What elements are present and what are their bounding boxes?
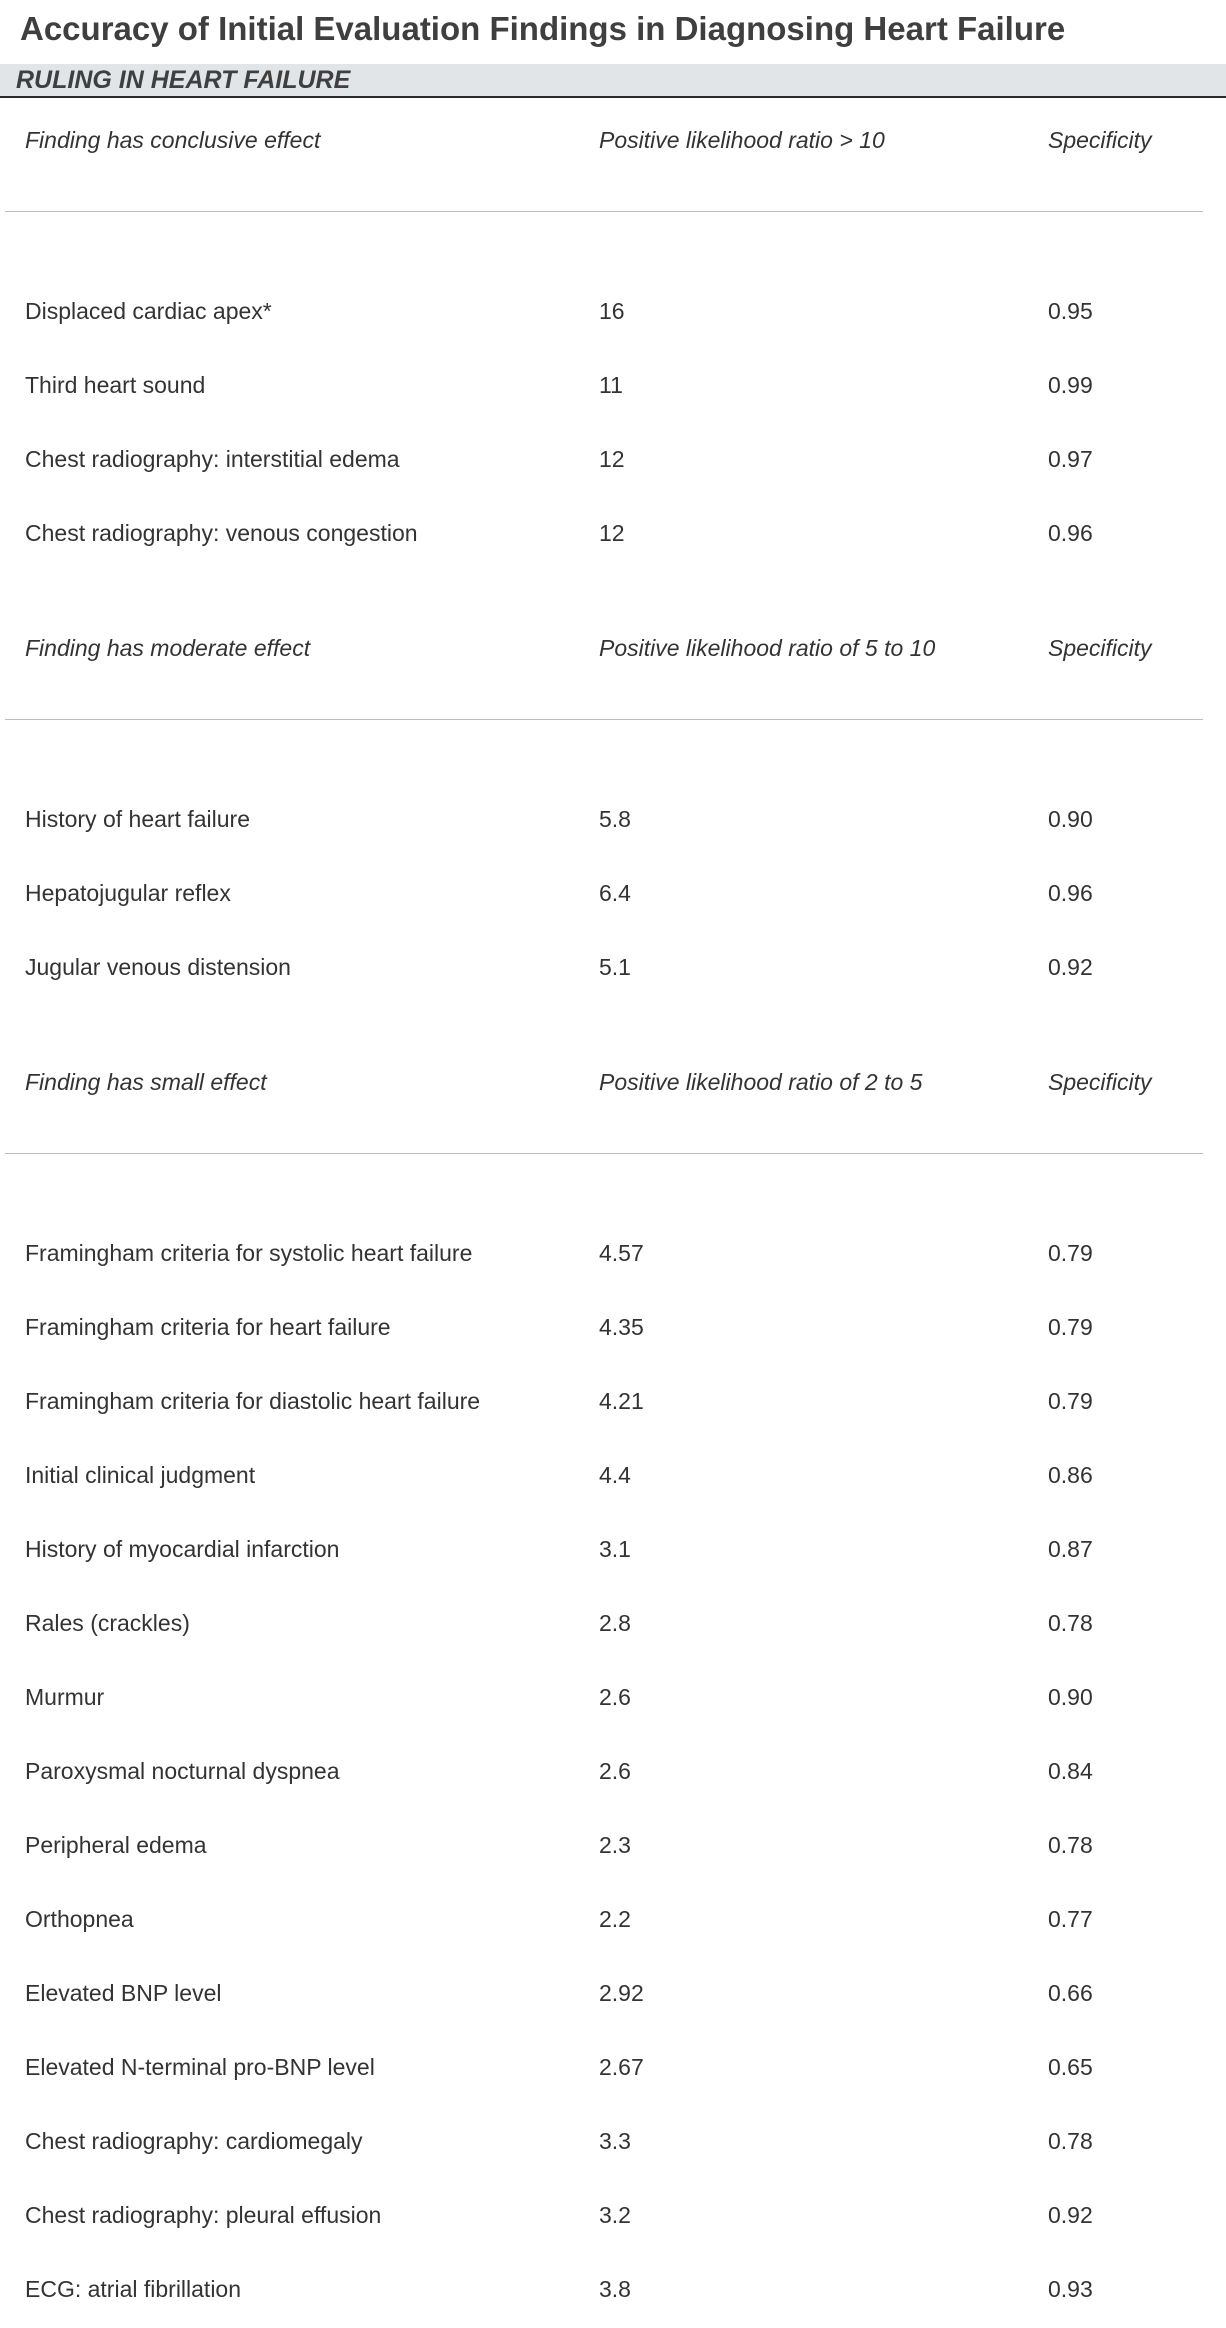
group-header-ratio: Positive likelihood ratio of 2 to 5: [599, 1069, 923, 1095]
finding-cell: ECG: atrial fibrillation: [25, 2276, 242, 2302]
group-header-finding: Finding has conclusive effect: [25, 127, 321, 153]
likelihood-ratio-cell: 2.2: [599, 1906, 631, 1932]
likelihood-ratio-cell: 4.21: [599, 1388, 644, 1414]
specificity-cell: 0.79: [1048, 1388, 1093, 1414]
table-row: [0, 1307, 1226, 1347]
specificity-cell: 0.79: [1048, 1240, 1093, 1266]
table-row: [0, 2195, 1226, 2235]
group-header-specificity: Specificity: [1048, 127, 1152, 153]
specificity-cell: 0.78: [1048, 2128, 1093, 2154]
finding-cell: Elevated BNP level: [25, 1980, 222, 2006]
table-row: [0, 873, 1226, 913]
finding-cell: Displaced cardiac apex*: [25, 298, 272, 324]
section-label: RULING IN HEART FAILURE: [16, 66, 351, 94]
likelihood-ratio-cell: 2.8: [599, 1610, 631, 1636]
specificity-cell: 0.78: [1048, 1610, 1093, 1636]
table-row: [0, 1529, 1226, 1569]
finding-cell: Hepatojugular reflex: [25, 880, 231, 906]
likelihood-ratio-cell: 4.57: [599, 1240, 644, 1266]
group-header: [0, 120, 1226, 160]
divider: [5, 211, 1203, 212]
likelihood-ratio-cell: 11: [599, 372, 623, 398]
specificity-cell: 0.77: [1048, 1906, 1093, 1932]
finding-cell: Rales (crackles): [25, 1610, 190, 1636]
finding-cell: History of heart failure: [25, 806, 250, 832]
specificity-cell: 0.92: [1048, 954, 1093, 980]
finding-cell: Initial clinical judgment: [25, 1462, 256, 1488]
finding-cell: Framingham criteria for heart failure: [25, 1314, 391, 1340]
finding-cell: Peripheral edema: [25, 1832, 207, 1858]
likelihood-ratio-cell: 4.35: [599, 1314, 644, 1340]
group-header-finding: Finding has small effect: [25, 1069, 267, 1095]
finding-cell: Framingham criteria for diastolic heart failure: [25, 1388, 481, 1414]
specificity-cell: 0.90: [1048, 1684, 1093, 1710]
likelihood-ratio-cell: 6.4: [599, 880, 631, 906]
table-row: [0, 2121, 1226, 2161]
finding-cell: Elevated N-terminal pro-BNP level: [25, 2054, 375, 2080]
likelihood-ratio-cell: 5.1: [599, 954, 631, 980]
table-row: [0, 1825, 1226, 1865]
table-row: [0, 291, 1226, 331]
specificity-cell: 0.78: [1048, 1832, 1093, 1858]
finding-cell: Third heart sound: [25, 372, 206, 398]
finding-cell: Jugular venous distension: [25, 954, 291, 980]
table-row: [0, 513, 1226, 553]
specificity-cell: 0.96: [1048, 520, 1093, 546]
finding-cell: Chest radiography: pleural effusion: [25, 2202, 382, 2228]
likelihood-ratio-cell: 2.6: [599, 1684, 631, 1710]
likelihood-ratio-cell: 3.8: [599, 2276, 631, 2302]
table-row: [0, 1973, 1226, 2013]
group-header: [0, 1062, 1226, 1102]
likelihood-ratio-cell: 12: [599, 520, 625, 546]
table-row: [0, 1751, 1226, 1791]
specificity-cell: 0.87: [1048, 1536, 1093, 1562]
table-row: [0, 1381, 1226, 1421]
specificity-cell: 0.86: [1048, 1462, 1093, 1488]
table-row: [0, 1603, 1226, 1643]
page-title: Accuracy of Initial Evaluation Findings in Diagnosing Heart Failure: [20, 10, 1066, 47]
finding-cell: Chest radiography: venous congestion: [25, 520, 418, 546]
likelihood-ratio-cell: 2.6: [599, 1758, 631, 1784]
table-row: [0, 1899, 1226, 1939]
finding-cell: Orthopnea: [25, 1906, 134, 1932]
specificity-cell: 0.92: [1048, 2202, 1093, 2228]
group-header: [0, 628, 1226, 668]
finding-cell: Chest radiography: cardiomegaly: [25, 2128, 363, 2154]
table-row: [0, 439, 1226, 479]
specificity-cell: 0.93: [1048, 2276, 1093, 2302]
likelihood-ratio-cell: 2.3: [599, 1832, 631, 1858]
group-header-specificity: Specificity: [1048, 1069, 1152, 1095]
likelihood-ratio-cell: 5.8: [599, 806, 631, 832]
table-row: [0, 1455, 1226, 1495]
finding-cell: Framingham criteria for systolic heart failure: [25, 1240, 473, 1266]
likelihood-ratio-cell: 16: [599, 298, 625, 324]
finding-cell: Chest radiography: interstitial edema: [25, 446, 400, 472]
likelihood-ratio-cell: 2.92: [599, 1980, 644, 2006]
group-header-specificity: Specificity: [1048, 635, 1152, 661]
specificity-cell: 0.99: [1048, 372, 1093, 398]
specificity-cell: 0.97: [1048, 446, 1093, 472]
finding-cell: History of myocardial infarction: [25, 1536, 340, 1562]
table-row: [0, 799, 1226, 839]
section-header: [0, 64, 1226, 98]
likelihood-ratio-cell: 3.3: [599, 2128, 631, 2154]
table-row: [0, 365, 1226, 405]
divider: [5, 1153, 1203, 1154]
group-header-ratio: Positive likelihood ratio of 5 to 10: [599, 635, 936, 661]
specificity-cell: 0.90: [1048, 806, 1093, 832]
divider: [5, 719, 1203, 720]
specificity-cell: 0.84: [1048, 1758, 1093, 1784]
finding-cell: Murmur: [25, 1684, 105, 1710]
table-row: [0, 2269, 1226, 2309]
table-row: [0, 2047, 1226, 2087]
specificity-cell: 0.79: [1048, 1314, 1093, 1340]
table-row: [0, 947, 1226, 987]
specificity-cell: 0.66: [1048, 1980, 1093, 2006]
likelihood-ratio-cell: 4.4: [599, 1462, 631, 1488]
likelihood-ratio-cell: 3.2: [599, 2202, 631, 2228]
table-row: [0, 1233, 1226, 1273]
likelihood-ratio-cell: 12: [599, 446, 625, 472]
specificity-cell: 0.96: [1048, 880, 1093, 906]
specificity-cell: 0.65: [1048, 2054, 1093, 2080]
specificity-cell: 0.95: [1048, 298, 1093, 324]
likelihood-ratio-cell: 2.67: [599, 2054, 644, 2080]
table-row: [0, 1677, 1226, 1717]
group-header-finding: Finding has moderate effect: [25, 635, 311, 661]
finding-cell: Paroxysmal nocturnal dyspnea: [25, 1758, 340, 1784]
group-header-ratio: Positive likelihood ratio > 10: [599, 127, 885, 153]
likelihood-ratio-cell: 3.1: [599, 1536, 631, 1562]
